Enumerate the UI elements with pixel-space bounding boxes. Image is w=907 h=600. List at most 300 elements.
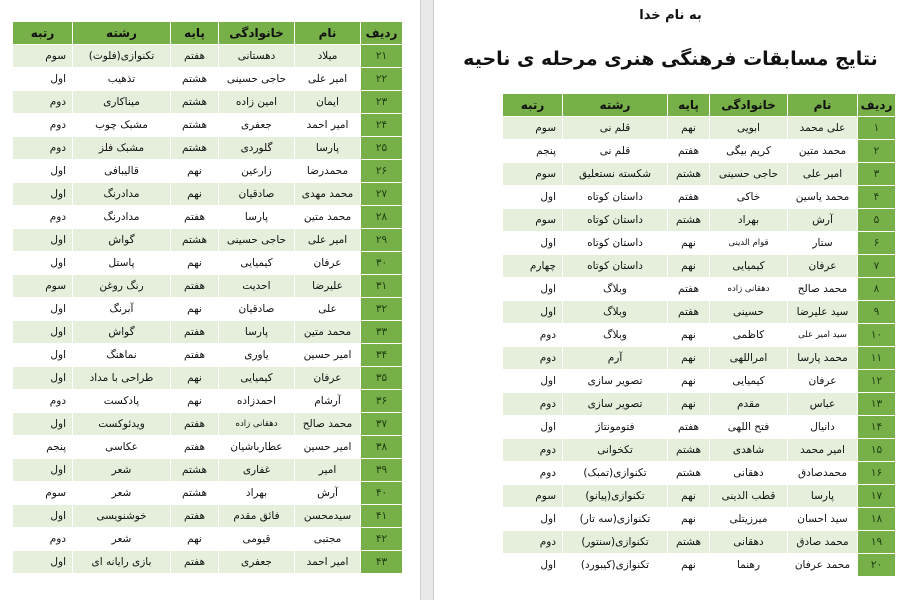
cell-rank: اول [503,301,563,324]
table-row [503,140,896,163]
cell-first-name: آرشام [295,390,361,413]
cell-first-name: محمد پارسا [788,347,858,370]
cell-field: طراحی با مداد [73,367,171,390]
cell-last-name: کیمیایی [219,252,295,275]
cell-last-name: دهقانی زاده [710,278,788,301]
cell-rank: اول [13,344,73,367]
cell-field: قلم نی [563,140,668,163]
cell-grade: هفتم [668,278,710,301]
cell-grade: هشتم [171,114,219,137]
table-row [503,485,896,508]
cell-rank: پنجم [13,436,73,459]
cell-last-name: دهقانی زاده [219,413,295,436]
cell-rank: سوم [13,482,73,505]
table-row [503,370,896,393]
cell-field: مشبک فلز [73,137,171,160]
cell-rank: دوم [503,531,563,554]
cell-grade: هفتم [171,551,219,574]
cell-last-name: ابویی [710,117,788,140]
cell-first-name: پارسا [788,485,858,508]
cell-last-name: پارسا [219,206,295,229]
cell-last-name: کاظمی [710,324,788,347]
cell-first-name: امیر احمد [295,551,361,574]
cell-first-name: عرفان [788,370,858,393]
cell-field: آرم [563,347,668,370]
cell-rank: اول [13,229,73,252]
cell-row-number: ۲۲ [361,68,403,91]
cell-grade: هفتم [171,413,219,436]
cell-row-number: ۴۱ [361,505,403,528]
cell-last-name: غفاری [219,459,295,482]
cell-grade: هشتم [668,209,710,232]
cell-row-number: ۲۷ [361,183,403,206]
table-row [13,229,403,252]
cell-field: وبلاگ [563,278,668,301]
cell-first-name: محمد صادق [788,531,858,554]
cell-grade: هفتم [171,275,219,298]
table-row [503,117,896,140]
cell-first-name: امیر [295,459,361,482]
cell-first-name: امیر حسین [295,436,361,459]
cell-field: وبلاگ [563,324,668,347]
cell-rank: دوم [503,393,563,416]
cell-grade: هشتم [668,531,710,554]
cell-first-name: سید احسان [788,508,858,531]
cell-field: تکنوازی(سه تار) [563,508,668,531]
cell-field: وبلاگ [563,301,668,324]
cell-rank: اول [13,321,73,344]
cell-field: تصویر سازی [563,370,668,393]
cell-first-name: آرش [788,209,858,232]
cell-field: عکاسی [73,436,171,459]
cell-last-name: حاجی حسینی [219,229,295,252]
cell-last-name: جعفری [219,114,295,137]
cell-row-number: ۱۸ [858,508,896,531]
cell-first-name: سیدمحسن [295,505,361,528]
cell-last-name: حاجی حسینی [710,163,788,186]
cell-first-name: امیر علی [295,229,361,252]
cell-first-name: محمد متین [788,140,858,163]
cell-rank: اول [13,367,73,390]
cell-row-number: ۲۵ [361,137,403,160]
cell-grade: نهم [668,485,710,508]
cell-rank: اول [13,413,73,436]
cell-rank: اول [503,232,563,255]
cell-last-name: حاجی حسینی [219,68,295,91]
cell-grade: هشتم [171,459,219,482]
cell-grade: نهم [171,252,219,275]
cell-first-name: محمدصادق [788,462,858,485]
cell-last-name: یاوری [219,344,295,367]
cell-field: تکنوازی(فلوت) [73,45,171,68]
cell-last-name: فائق مقدم [219,505,295,528]
cell-last-name: قوام الدینی [710,232,788,255]
cell-field: بازی رایانه ای [73,551,171,574]
column-header-rank: رتبه [13,22,73,45]
table-row [13,137,403,160]
cell-rank: دوم [13,91,73,114]
cell-first-name: عرفان [788,255,858,278]
cell-grade: نهم [171,390,219,413]
cell-first-name: عرفان [295,367,361,390]
cell-row-number: ۳۹ [361,459,403,482]
cell-grade: نهم [668,255,710,278]
cell-field: گواش [73,229,171,252]
cell-first-name: محمد صالح [295,413,361,436]
table-row [503,232,896,255]
cell-rank: دوم [503,462,563,485]
cell-grade: هفتم [668,140,710,163]
cell-row-number: ۲۱ [361,45,403,68]
cell-rank: دوم [13,114,73,137]
table-row [13,344,403,367]
table-header-row [13,22,403,45]
cell-row-number: ۴ [858,186,896,209]
cell-row-number: ۱۶ [858,462,896,485]
cell-rank: اول [13,160,73,183]
cell-first-name: امیر حسین [295,344,361,367]
cell-grade: نهم [171,528,219,551]
cell-field: فتومونتاژ [563,416,668,439]
cell-rank: سوم [503,485,563,508]
cell-row-number: ۳۷ [361,413,403,436]
cell-rank: اول [503,508,563,531]
cell-first-name: محمد متین [295,321,361,344]
table-row [13,528,403,551]
cell-field: نماهنگ [73,344,171,367]
cell-first-name: سید علیرضا [788,301,858,324]
cell-grade: هشتم [171,68,219,91]
cell-field: شعر [73,528,171,551]
column-header-last-name: خانوادگی [710,94,788,117]
cell-grade: هشتم [171,91,219,114]
cell-row-number: ۳ [858,163,896,186]
results-table-right [502,93,896,577]
cell-grade: نهم [171,160,219,183]
cell-first-name: ستار [788,232,858,255]
cell-rank: دوم [503,324,563,347]
cell-field: قلم نی [563,117,668,140]
cell-rank: دوم [13,528,73,551]
left-page [0,0,420,600]
cell-rank: سوم [503,163,563,186]
cell-row-number: ۲۹ [361,229,403,252]
cell-row-number: ۴۰ [361,482,403,505]
cell-field: تکنوازی(کیبورد) [563,554,668,577]
column-header-grade: پایه [668,94,710,117]
results-table-left [12,21,403,574]
cell-field: رنگ روغن [73,275,171,298]
cell-last-name: خاکی [710,186,788,209]
cell-last-name: رهنما [710,554,788,577]
cell-first-name: محمدرضا [295,160,361,183]
cell-grade: هفتم [171,344,219,367]
column-header-row-number: ردیف [858,94,896,117]
cell-grade: نهم [171,183,219,206]
table-row [503,324,896,347]
cell-last-name: جعفری [219,551,295,574]
cell-row-number: ۴۲ [361,528,403,551]
cell-row-number: ۵ [858,209,896,232]
table-row [503,531,896,554]
table-header-row [503,94,896,117]
cell-field: تکخوانی [563,439,668,462]
cell-field: گواش [73,321,171,344]
table-row [13,321,403,344]
column-header-row-number: ردیف [361,22,403,45]
cell-last-name: فتح اللهی [710,416,788,439]
table-row [13,68,403,91]
cell-row-number: ۳۰ [361,252,403,275]
cell-last-name: مقدم [710,393,788,416]
cell-row-number: ۱۲ [858,370,896,393]
table-row [13,114,403,137]
cell-rank: چهارم [503,255,563,278]
cell-grade: هشتم [668,163,710,186]
table-row [503,209,896,232]
cell-last-name: احدیت [219,275,295,298]
cell-grade: هشتم [171,137,219,160]
cell-last-name: قیومی [219,528,295,551]
cell-rank: اول [503,370,563,393]
cell-field: مشبک چوب [73,114,171,137]
cell-last-name: بهراد [219,482,295,505]
cell-grade: نهم [668,370,710,393]
table-row [503,416,896,439]
cell-row-number: ۹ [858,301,896,324]
cell-grade: هفتم [171,45,219,68]
cell-row-number: ۷ [858,255,896,278]
cell-field: داستان کوتاه [563,255,668,278]
table-row [503,347,896,370]
cell-first-name: علی [295,298,361,321]
cell-rank: پنجم [503,140,563,163]
cell-field: مدادرنگ [73,183,171,206]
page-title: نتایج مسابقات فرهنگی هنری مرحله ی ناحیه [463,48,878,70]
table-row [13,45,403,68]
cell-last-name: زارعین [219,160,295,183]
column-header-first-name: نام [295,22,361,45]
cell-field: داستان کوتاه [563,232,668,255]
cell-last-name: شاهدی [710,439,788,462]
table-row [13,367,403,390]
cell-first-name: پارسا [295,137,361,160]
table-row [503,462,896,485]
cell-rank: دوم [503,347,563,370]
cell-grade: هفتم [668,186,710,209]
table-row [503,439,896,462]
cell-field: مدادرنگ [73,206,171,229]
cell-field: داستان کوتاه [563,209,668,232]
cell-grade: نهم [668,117,710,140]
cell-row-number: ۳۵ [361,367,403,390]
cell-grade: نهم [668,393,710,416]
cell-row-number: ۲۴ [361,114,403,137]
cell-first-name: امیر علی [295,68,361,91]
cell-first-name: میلاد [295,45,361,68]
cell-grade: نهم [668,347,710,370]
cell-row-number: ۳۲ [361,298,403,321]
cell-last-name: امراللهی [710,347,788,370]
cell-last-name: قطب الدینی [710,485,788,508]
cell-field: شکسته نستعلیق [563,163,668,186]
cell-rank: اول [13,505,73,528]
cell-first-name: عباس [788,393,858,416]
cell-grade: هفتم [171,436,219,459]
cell-rank: دوم [503,439,563,462]
cell-first-name: دانیال [788,416,858,439]
cell-field: پادکست [73,390,171,413]
cell-row-number: ۱۳ [858,393,896,416]
cell-field: خوشنویسی [73,505,171,528]
cell-last-name: کیمیایی [710,370,788,393]
right-page [434,0,907,600]
cell-grade: هشتم [171,229,219,252]
cell-first-name: سید امیر علی [788,324,858,347]
cell-last-name: کیمیایی [219,367,295,390]
cell-field: آبرنگ [73,298,171,321]
cell-row-number: ۳۱ [361,275,403,298]
table-row [503,554,896,577]
cell-rank: سوم [503,209,563,232]
cell-first-name: محمد متین [295,206,361,229]
table-row [503,186,896,209]
cell-rank: اول [13,183,73,206]
cell-field: ویدئوکست [73,413,171,436]
cell-first-name: عرفان [295,252,361,275]
column-header-last-name: خانوادگی [219,22,295,45]
cell-grade: هشتم [171,482,219,505]
cell-row-number: ۱۹ [858,531,896,554]
cell-grade: هفتم [668,301,710,324]
cell-first-name: امیر علی [788,163,858,186]
table-row [503,301,896,324]
cell-last-name: احمدزاده [219,390,295,413]
table-row [13,91,403,114]
cell-last-name: دهقانی [710,531,788,554]
table-row [13,459,403,482]
cell-last-name: امین زاده [219,91,295,114]
cell-first-name: امیر احمد [295,114,361,137]
table-row [13,160,403,183]
cell-grade: نهم [668,554,710,577]
table-row [503,255,896,278]
cell-rank: سوم [13,45,73,68]
cell-row-number: ۲۶ [361,160,403,183]
cell-rank: اول [503,554,563,577]
table-row [13,413,403,436]
cell-rank: اول [13,298,73,321]
cell-grade: نهم [668,324,710,347]
cell-field: تکنوازی(پیانو) [563,485,668,508]
table-row [13,482,403,505]
cell-field: قالیبافی [73,160,171,183]
column-header-rank: رتبه [503,94,563,117]
table-row [503,163,896,186]
table-row [13,436,403,459]
cell-rank: اول [13,252,73,275]
cell-field: تکنوازی(تمبک) [563,462,668,485]
cell-field: تذهیب [73,68,171,91]
cell-row-number: ۲ [858,140,896,163]
table-row [503,393,896,416]
table-row [13,298,403,321]
cell-grade: هشتم [668,462,710,485]
column-header-grade: پایه [171,22,219,45]
cell-row-number: ۱۴ [858,416,896,439]
cell-rank: اول [13,459,73,482]
cell-grade: هفتم [171,505,219,528]
cell-field: داستان کوتاه [563,186,668,209]
column-header-field: رشته [73,22,171,45]
column-header-first-name: نام [788,94,858,117]
cell-first-name: محمد یاسین [788,186,858,209]
cell-row-number: ۳۸ [361,436,403,459]
cell-rank: اول [13,68,73,91]
cell-first-name: محمد صالح [788,278,858,301]
cell-row-number: ۲۸ [361,206,403,229]
cell-first-name: آرش [295,482,361,505]
cell-last-name: دهقانی [710,462,788,485]
cell-grade: هفتم [171,321,219,344]
table-row [13,183,403,206]
cell-first-name: ایمان [295,91,361,114]
cell-grade: نهم [171,298,219,321]
cell-row-number: ۱۰ [858,324,896,347]
cell-first-name: علی محمد [788,117,858,140]
cell-grade: هفتم [668,416,710,439]
table-row [13,206,403,229]
cell-last-name: حسینی [710,301,788,324]
table-row [13,505,403,528]
cell-row-number: ۴۳ [361,551,403,574]
cell-grade: نهم [668,508,710,531]
cell-last-name: دهستانی [219,45,295,68]
cell-grade: نهم [171,367,219,390]
cell-grade: هشتم [668,439,710,462]
cell-grade: نهم [668,232,710,255]
cell-row-number: ۲۰ [858,554,896,577]
cell-last-name: میرزیتلی [710,508,788,531]
cell-last-name: کیمیایی [710,255,788,278]
cell-rank: اول [13,551,73,574]
table-row [13,275,403,298]
cell-first-name: محمد مهدی [295,183,361,206]
cell-first-name: امیر محمد [788,439,858,462]
cell-row-number: ۸ [858,278,896,301]
cell-row-number: ۱۷ [858,485,896,508]
cell-row-number: ۱۱ [858,347,896,370]
cell-first-name: مجتبی [295,528,361,551]
cell-last-name: پارسا [219,321,295,344]
table-row [13,551,403,574]
page-gutter [420,0,434,600]
cell-field: میناکاری [73,91,171,114]
table-row [13,390,403,413]
cell-last-name: عطارباشیان [219,436,295,459]
cell-row-number: ۳۶ [361,390,403,413]
cell-row-number: ۲۳ [361,91,403,114]
cell-rank: دوم [13,390,73,413]
cell-field: تصویر سازی [563,393,668,416]
cell-last-name: گلوردی [219,137,295,160]
cell-last-name: صادقیان [219,183,295,206]
cell-row-number: ۶ [858,232,896,255]
cell-field: شعر [73,482,171,505]
cell-grade: هفتم [171,206,219,229]
cell-field: شعر [73,459,171,482]
cell-row-number: ۳۳ [361,321,403,344]
